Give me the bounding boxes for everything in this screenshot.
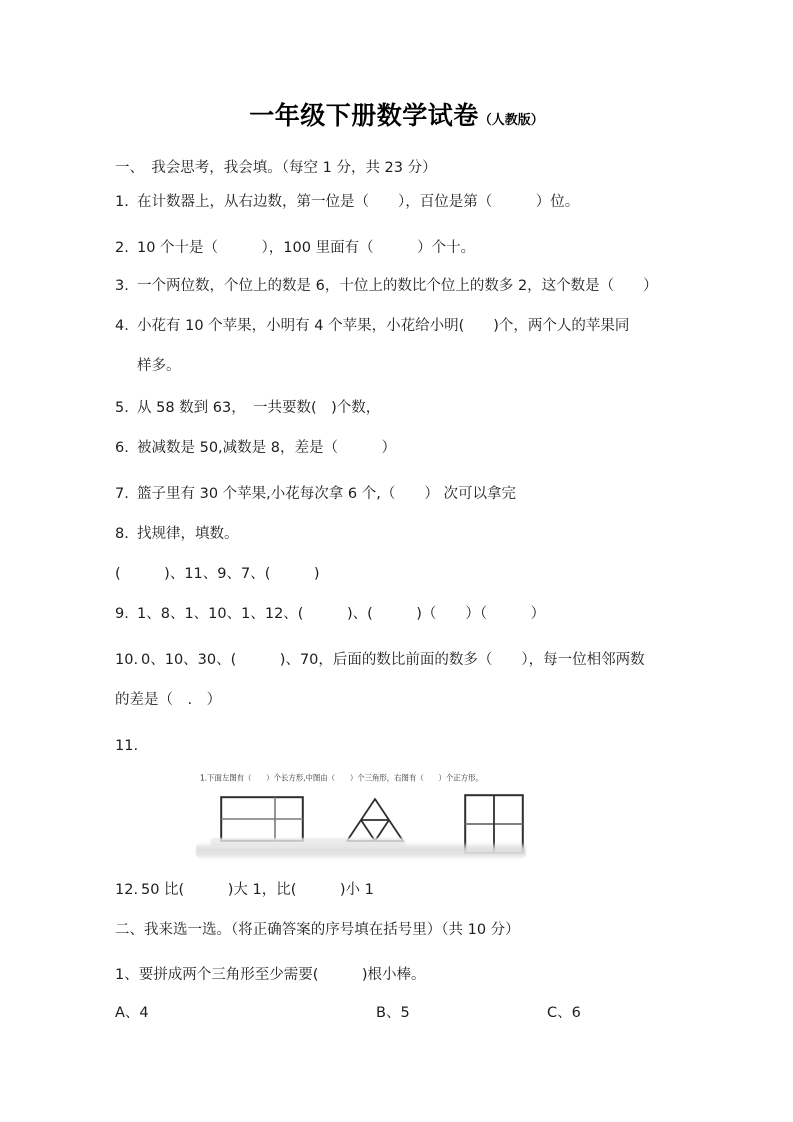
page-title bbox=[0, 96, 793, 132]
question-number-2: 2. bbox=[115, 240, 129, 256]
figure-block-item-11 bbox=[196, 772, 596, 870]
section-one-heading: 一、 我会思考，我会填。（每空 1 分，共 23 分） bbox=[115, 160, 437, 176]
question-item-10-continuation: 的差是（ . ） bbox=[115, 692, 222, 708]
question-text-12: 50 比( )大 1，比( )小 1 bbox=[141, 882, 374, 898]
question-text-3: 一个两位数，个位上的数是 6，十位上的数比个位上的数多 2，这个数是（ ） bbox=[137, 278, 658, 294]
question-item-8-sequence: ( )、11、9、7、( ) bbox=[115, 566, 320, 582]
question-item-5 bbox=[115, 398, 685, 419]
title-main-text: 一年级下册数学试卷 bbox=[249, 101, 479, 130]
question-number-3: 3. bbox=[115, 278, 129, 294]
question-item-4-continuation: 样多。 bbox=[137, 358, 181, 374]
figure-caption: 1.下面左图有（ ）个长方形,中图由（ ）个三角形，右图有（ ）个正方形。 bbox=[200, 773, 483, 783]
choice-option-c-key: C、 bbox=[547, 1005, 572, 1021]
question-number-5: 5. bbox=[115, 400, 129, 416]
choice-option-c[interactable] bbox=[547, 1003, 581, 1024]
question-number-4: 4. bbox=[115, 318, 129, 334]
question-text-6: 被减数是 50,减数是 8，差是（ ） bbox=[137, 440, 397, 456]
question-item-7 bbox=[115, 484, 685, 505]
question-text-1: 在计数器上，从右边数，第一位是（ ），百位是第（ ）位。 bbox=[137, 194, 580, 210]
scan-smudge-artifact bbox=[196, 842, 526, 859]
question-text-4: 小花有 10 个苹果，小明有 4 个苹果，小花给小明( )个，两个人的苹果同 bbox=[137, 318, 630, 334]
question-item-6 bbox=[115, 438, 685, 459]
triangle-subdivided-figure bbox=[344, 796, 406, 844]
question-text-10: 0、10、30、( )、70，后面的数比前面的数多（ ），每一位相邻两数 bbox=[141, 652, 645, 668]
question-text-9: 1、8、1、10、1、12、( )、( )（ ）（ ） bbox=[137, 606, 546, 622]
question-text-7: 篮子里有 30 个苹果,小花每次拿 6 个,（ ） 次可以拿完 bbox=[137, 486, 516, 502]
question-item-2 bbox=[115, 238, 685, 259]
rectangle-grid-figure bbox=[220, 796, 304, 842]
choice-option-a[interactable] bbox=[115, 1003, 149, 1024]
question-item-3 bbox=[115, 276, 685, 297]
question-item-10 bbox=[115, 650, 685, 671]
question-number-12: 12. bbox=[115, 882, 139, 898]
choice-option-a-value: 4 bbox=[139, 1005, 149, 1021]
choice-option-b-key: B、 bbox=[376, 1005, 401, 1021]
question-text-2: 10 个十是（ ），100 里面有（ ）个十。 bbox=[137, 240, 476, 256]
question-number-7: 7. bbox=[115, 486, 129, 502]
question-item-9 bbox=[115, 604, 685, 625]
section-two-heading: 二、我来选一选。（将正确答案的序号填在括号里）（共 10 分） bbox=[115, 922, 520, 938]
question-number-8: 8. bbox=[115, 526, 129, 542]
question-text-5: 从 58 数到 63， 一共要数( )个数， bbox=[137, 400, 381, 416]
choice-option-c-value: 6 bbox=[571, 1005, 581, 1021]
title-edition-text: （人教版） bbox=[478, 113, 544, 128]
choice-question-text-1: 要拼成两个三角形至少需要( )根小棒。 bbox=[138, 967, 426, 983]
question-item-11 bbox=[115, 736, 685, 757]
choice-question-number-1: 1、 bbox=[115, 967, 139, 983]
choice-options-row-1 bbox=[115, 1003, 685, 1025]
question-number-10: 10. bbox=[115, 652, 139, 668]
choice-option-b-value: 5 bbox=[400, 1005, 410, 1021]
question-number-1: 1. bbox=[115, 194, 129, 210]
question-item-1 bbox=[115, 192, 685, 213]
question-number-9: 9. bbox=[115, 606, 129, 622]
choice-option-b[interactable] bbox=[376, 1003, 410, 1024]
question-item-8 bbox=[115, 524, 685, 545]
question-text-8: 找规律，填数。 bbox=[137, 526, 239, 542]
question-item-12 bbox=[115, 880, 685, 901]
choice-option-a-key: A、 bbox=[115, 1005, 140, 1021]
choice-question-1 bbox=[115, 965, 685, 986]
question-item-4 bbox=[115, 316, 685, 337]
question-number-6: 6. bbox=[115, 440, 129, 456]
question-number-11: 11. bbox=[115, 738, 139, 754]
